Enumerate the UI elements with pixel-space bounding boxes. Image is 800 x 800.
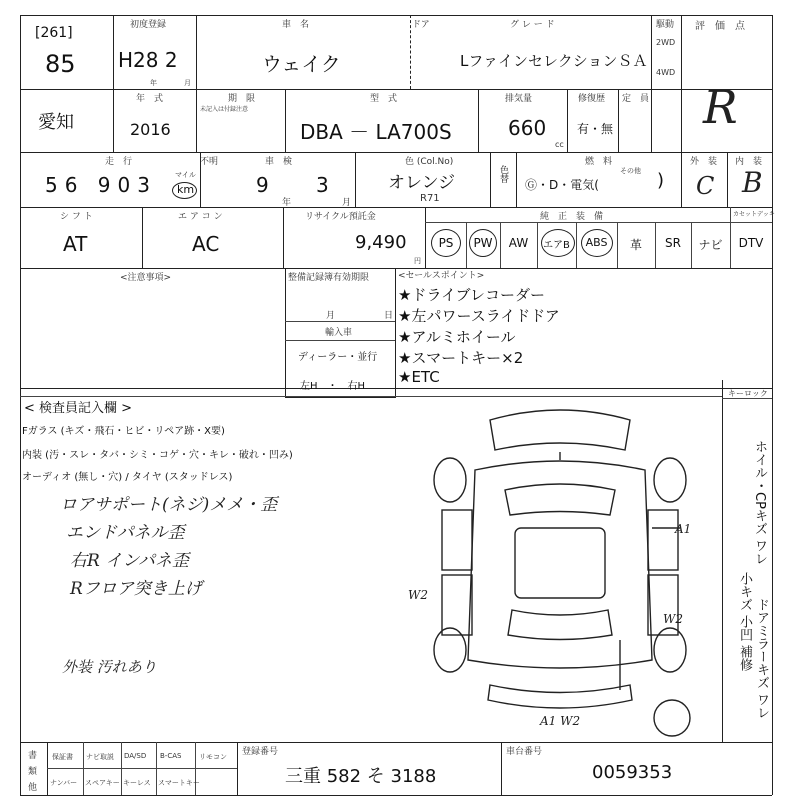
lot-number: 85 (45, 50, 76, 78)
equip-circle-pw (469, 229, 497, 257)
year-mark: 年 (150, 79, 157, 87)
sales-point: ★ETC (398, 368, 440, 386)
period-label: 期 限 (228, 94, 256, 104)
footer-left: 他 (28, 783, 38, 793)
model-year: 2016 (130, 120, 171, 139)
km-circle (172, 182, 197, 199)
color-change-label: 色替 (498, 165, 508, 183)
diagram-mark: A1 W2 (540, 714, 581, 728)
handwritten-note: 右R インパネ歪 (70, 551, 190, 571)
plate-label: 登録番号 (242, 747, 279, 757)
equip-text: PS (438, 236, 454, 250)
model-type-label: 型 式 (370, 94, 398, 104)
shift-label: シ フ ト (60, 212, 93, 222)
first-reg: H28 2 (118, 48, 178, 72)
displacement-label: 排気量 (505, 94, 533, 104)
chassis: 0059353 (592, 762, 673, 783)
equip-text: エアB (543, 240, 570, 251)
equipment-label: 純 正 装 備 (540, 212, 604, 222)
equip-2 (501, 236, 536, 250)
diagram-mark: A1 (675, 522, 692, 536)
year-unit: 年 (282, 198, 292, 208)
unknown-label: 不明 (200, 157, 219, 167)
footer-left: 類 (28, 767, 38, 777)
period-note: 未記入は付録注意 (200, 106, 249, 113)
dealer: ディーラー・並行 (298, 352, 378, 363)
diagram-mark: W2 (408, 588, 428, 602)
score: R (703, 80, 738, 134)
equip-circle-abs (581, 229, 613, 257)
handwritten-note: Rフロア突き上げ (70, 579, 202, 599)
fuel-close: ) (657, 170, 665, 191)
drive-4wd: 4WD (656, 68, 676, 77)
interior-label: 内 装 (735, 157, 763, 167)
side-label-far: ドアミラーキズ ワレ (754, 598, 769, 720)
sales-point: ★スマートキー×2 (398, 349, 524, 367)
side-label-mid: 小キズ 小凹 補修 (737, 572, 752, 672)
drive-label: 駆動 (656, 20, 675, 30)
equip-text: DTV (738, 236, 764, 250)
footer-doc: ナビ取説 (86, 753, 114, 761)
equip-text: AW (508, 236, 529, 250)
km-unit: km (177, 183, 195, 196)
recycle-label: リサイクル預託金 (305, 212, 376, 222)
cc-unit: cc (555, 140, 564, 149)
equip-circle-airbag (541, 229, 575, 257)
caution-label: <注意事項> (120, 273, 172, 283)
model-year-label: 年 式 (136, 94, 164, 104)
equip-text: ABS (585, 236, 608, 249)
mileage: 56 903 (45, 173, 157, 197)
warranty-label: 整備記録簿有効期限 (288, 273, 370, 283)
color-code: R71 (420, 193, 440, 204)
equip-text: 革 (629, 238, 642, 252)
interior: B (742, 166, 763, 199)
sales-label: <セールスポイント> (398, 271, 485, 281)
audio-line: オーディオ (無し・穴) / タイヤ (スタッドレス) (22, 472, 233, 483)
handwritten-note: エンドパネル歪 (66, 523, 185, 543)
fuel-other: その他 (620, 167, 641, 175)
fuel-label: 燃 料 (585, 157, 613, 167)
equip-text: PW (473, 236, 493, 250)
ac: AC (192, 232, 220, 256)
keylock-label: キーロック (728, 389, 768, 398)
equip-circle-ps (431, 229, 461, 257)
footer-doc2: スペアキー (85, 779, 120, 787)
drive-2wd: 2WD (656, 38, 676, 47)
yen-unit: 円 (414, 257, 421, 265)
plate: 三重 582 そ 3188 (285, 766, 437, 787)
inspector-title: < 検査員記入欄 > (24, 401, 133, 416)
warranty-day: 日 (384, 311, 394, 321)
car-diagram (420, 400, 720, 740)
repair: 有・無 (577, 122, 614, 136)
car-name-label: 車 名 (282, 20, 310, 30)
footer-doc: 保証書 (52, 753, 73, 761)
mileage-label: 走 行 (105, 157, 133, 167)
equip-7 (692, 236, 729, 253)
inspection-year: 9 (256, 173, 269, 197)
exterior-label: 外 装 (690, 157, 718, 167)
mile-unit: マイル (175, 171, 196, 179)
fuel: Ⓖ・D・電気( (525, 178, 599, 192)
footer-doc2: ナンバー (50, 779, 78, 787)
equip-6 (656, 236, 690, 250)
footer-doc: リモコン (199, 753, 227, 761)
footer-doc2: キーレス (123, 779, 151, 787)
glass-line: Fガラス (キズ・飛石・ヒビ・リペア跡・X要) (22, 426, 225, 437)
grade-label: グ レ ー ド (510, 20, 555, 30)
equip-text: ナビ (698, 238, 723, 252)
cassette-label: カセットデッキ (733, 211, 775, 218)
recycle: 9,490 (355, 232, 407, 253)
month-mark: 月 (184, 79, 191, 87)
ac-label: エ ア コ ン (178, 212, 223, 222)
score-label: 評 価 点 (695, 21, 745, 32)
prefecture: 愛知 (38, 112, 74, 133)
import-label: 輸入車 (325, 328, 353, 338)
color-label: 色 (Col.No) (405, 157, 454, 167)
handwritten-note: ロアサポート(ネジ)メメ・歪 (60, 495, 278, 515)
sales-point: ★ドライブレコーダー (398, 286, 545, 304)
footer-doc: DA/SD (124, 752, 147, 760)
inspection-label: 車 検 (265, 157, 293, 167)
sales-point: ★左パワースライドドア (398, 307, 560, 325)
grade: LファインセレクションＳＡ (460, 52, 648, 70)
door-label: ドア (412, 20, 430, 30)
chassis-label: 車台番号 (506, 747, 543, 757)
model-type: DBA － LA700S (300, 120, 452, 144)
month-unit: 月 (342, 198, 352, 208)
capacity-label: 定 員 (622, 94, 650, 104)
lot-label: [261] (35, 25, 73, 41)
repair-label: 修復歴 (578, 94, 606, 104)
handle: 左H ・ 右H (300, 381, 366, 392)
handwritten-extra: 外装 汚れあり (62, 658, 157, 676)
displacement: 660 (508, 116, 547, 140)
car-name: ウェイク (262, 52, 341, 76)
equip-8 (731, 236, 771, 250)
footer-left: 書 (28, 751, 38, 761)
shift: AT (63, 232, 88, 256)
interior-line: 内装 (汚・スレ・タバ・シミ・コゲ・穴・キレ・破れ・凹み) (22, 450, 293, 461)
first-reg-label: 初度登録 (130, 20, 167, 30)
warranty-month: 月 (326, 311, 336, 321)
color: オレンジ (388, 173, 456, 193)
footer-doc2: スマートキー (158, 779, 200, 787)
equip-5 (618, 236, 654, 253)
side-label-right: ホイル・CPキズ ワレ (752, 440, 767, 566)
equip-text: SR (665, 236, 681, 250)
sales-point: ★アルミホイール (398, 328, 516, 346)
footer-doc: B-CAS (160, 752, 182, 760)
diagram-mark: W2 (663, 612, 683, 626)
exterior: C (696, 172, 715, 200)
inspection-month: 3 (316, 173, 329, 197)
